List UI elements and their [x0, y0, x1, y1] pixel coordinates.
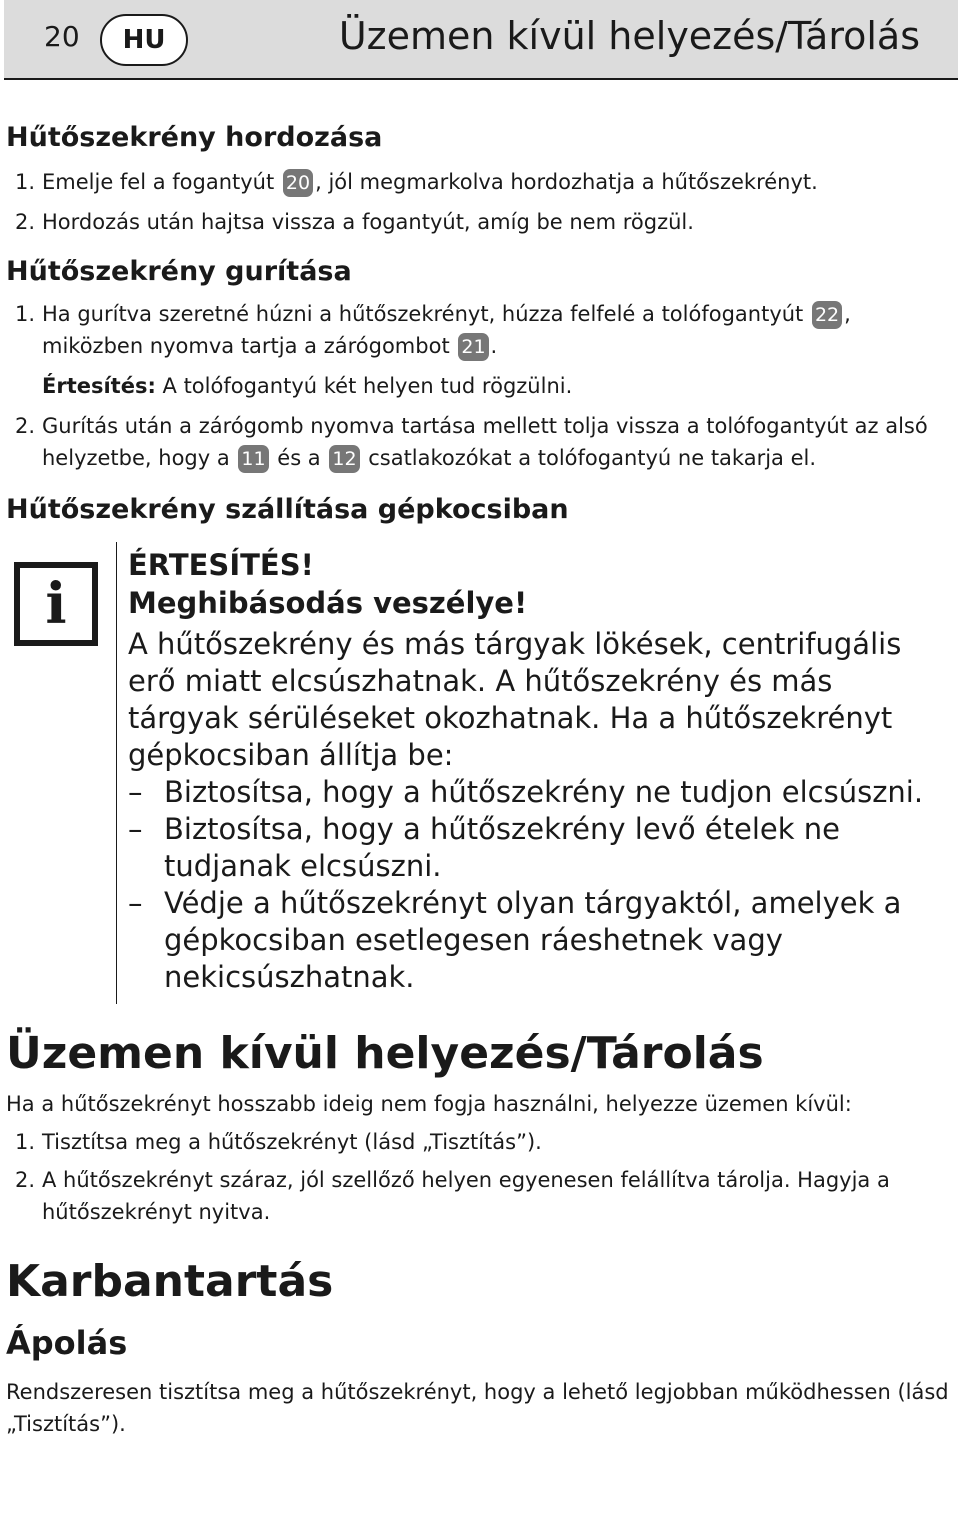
part-number-badge: 20 — [283, 169, 313, 197]
part-number-badge: 21 — [458, 333, 488, 361]
section-title-maintenance: Karbantartás — [6, 1256, 334, 1307]
notice-divider — [116, 542, 117, 1004]
notice-list-item: – Biztosítsa, hogy a hűtőszekrény levő ételek ne tudjanak elcsúszni. — [128, 812, 840, 883]
notice-text: A hűtőszekrény és más tárgyak lökések, centrifugális erő miatt elcsúszhatnak. A hűtőszekrény és más tárgyak sérüléseket okozhatnak. Ha a hűtőszekrényt gépkocsiban állítja be: — [128, 627, 902, 772]
notice-box — [6, 542, 950, 1004]
part-number-badge: 12 — [329, 445, 359, 473]
section-title-care: Ápolás — [6, 1324, 128, 1362]
page-number: 20 — [44, 20, 80, 53]
section-title-car-transport: Hűtőszekrény szállítása gépkocsiban — [6, 494, 569, 525]
info-icon: i — [14, 562, 98, 646]
part-number-badge: 11 — [238, 445, 268, 473]
carrying-step-2: 2. Hordozás után hajtsa vissza a fogantyút, amíg be nem rögzül. — [15, 210, 694, 234]
notice-subtitle: Meghibásodás veszélye! — [128, 586, 528, 620]
notice-list-item: – Biztosítsa, hogy a hűtőszekrény ne tudjon elcsúszni. — [128, 775, 924, 809]
part-number-badge: 22 — [812, 301, 842, 329]
language-badge: HU — [100, 14, 188, 66]
page-header — [4, 0, 958, 80]
header-title: Üzemen kívül helyezés/Tárolás — [338, 14, 920, 58]
notice-body — [128, 546, 948, 996]
section-title-rolling: Hűtőszekrény gurítása — [6, 256, 352, 287]
rolling-step-2: 2. Gurítás után a zárógomb nyomva tartása mellett tolja vissza a tolófogantyút az alsó helyzetbe, hogy a 11 és a 12 csatlakozókat a tolófogantyú ne takarja el. — [6, 410, 950, 474]
section-title-storage: Üzemen kívül helyezés/Tárolás — [6, 1028, 764, 1079]
carrying-step-1: 1. Emelje fel a fogantyút 20 , jól megmarkolva hordozhatja a hűtőszekrényt. — [6, 166, 950, 198]
section-title-carrying: Hűtőszekrény hordozása — [6, 122, 383, 153]
page-content — [6, 120, 950, 1440]
rolling-step-1: 1. Ha gurítva szeretné húzni a hűtőszekrényt, húzza felfelé a tolófogantyút 22 , miközben nyomva tartja a zárógombot 21 . — [6, 298, 950, 362]
notice-list-item: – Védje a hűtőszekrényt olyan tárgyaktól, amelyek a gépkocsiban esetlegesen ráeshetnek vagy nekicsúszhatnak. — [128, 886, 902, 994]
note-label: Értesítés: — [42, 374, 156, 398]
rolling-note: Értesítés: A tolófogantyú két helyen tud rögzülni. — [42, 374, 573, 398]
care-text: Rendszeresen tisztítsa meg a hűtőszekrényt, hogy a lehető legjobban működhessen (lásd „Tisztítás”). — [6, 1380, 949, 1436]
storage-intro: Ha a hűtőszekrényt hosszabb ideig nem fogja használni, helyezze üzemen kívül: — [6, 1092, 852, 1116]
notice-label: ÉRTESÍTÉS! — [128, 548, 314, 582]
storage-step-2: 2. A hűtőszekrényt száraz, jól szellőző helyen egyenesen felállítva tárolja. Hagyja a hűtőszekrényt nyitva. — [15, 1168, 890, 1224]
storage-step-1: 1. Tisztítsa meg a hűtőszekrényt (lásd „Tisztítás”). — [15, 1130, 542, 1154]
